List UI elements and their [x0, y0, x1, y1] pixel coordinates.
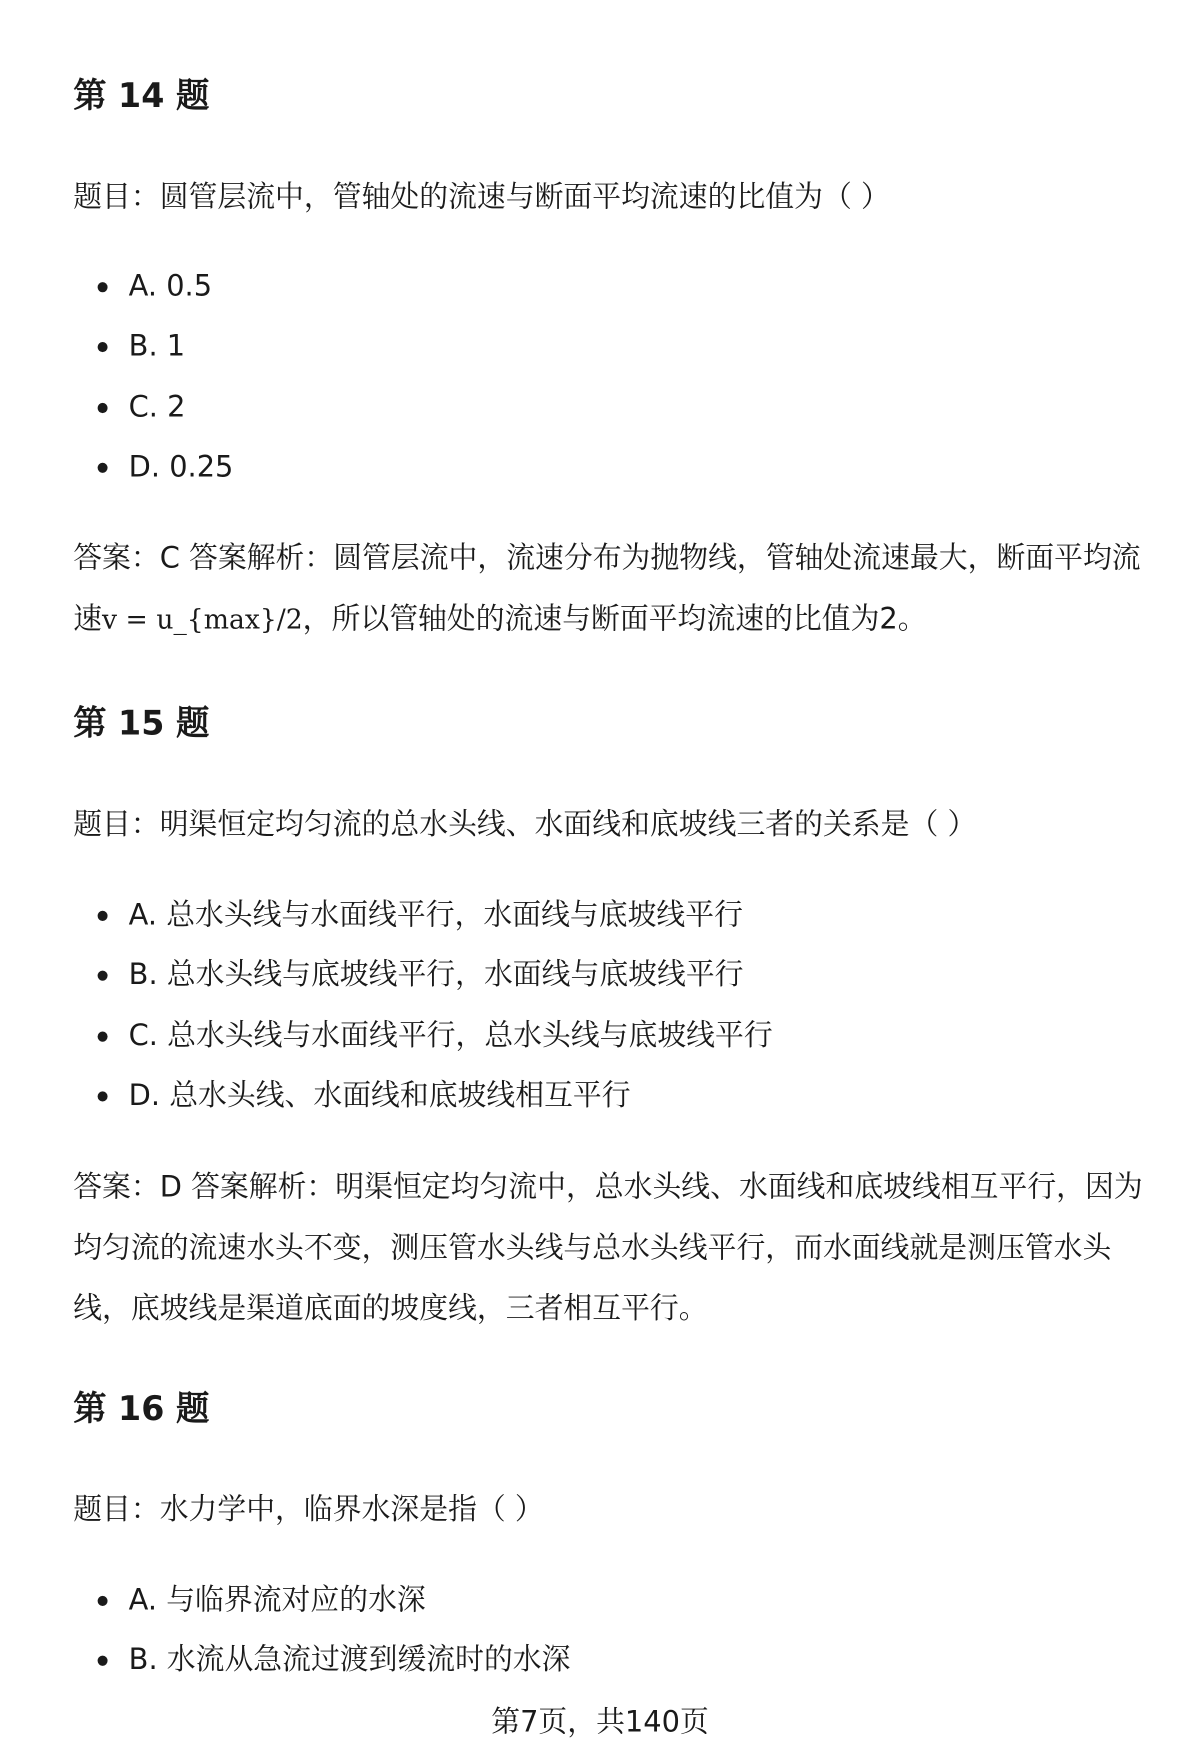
- question-14-option-b: B. 1: [129, 326, 185, 367]
- question-15-option-b: B. 总水头线与底坡线平行，水面线与底坡线平行: [129, 955, 744, 996]
- question-14-option-c: C. 2: [129, 387, 186, 428]
- question-16-stem: 题目：水力学中，临界水深是指（ ）: [73, 1493, 544, 1527]
- question-14-title: 第 14 题: [73, 76, 210, 117]
- question-14-option-a: A. 0.5: [129, 266, 212, 307]
- question-16-option-b: B. 水流从急流过渡到缓流时的水深: [129, 1640, 571, 1681]
- question-14-stem: 题目：圆管层流中，管轴处的流速与断面平均流速的比值为（ ）: [73, 180, 890, 215]
- answer-text: ，所以管轴处的流速与断面平均流速的比值为2。: [302, 602, 927, 637]
- question-15-title: 第 15 题: [73, 704, 210, 744]
- page-number-footer: 第7页，共140页: [491, 1705, 709, 1740]
- question-14-option-d: D. 0.25: [129, 447, 234, 488]
- question-16-title: 第 16 题: [73, 1389, 210, 1429]
- question-15-stem: 题目：明渠恒定均匀流的总水头线、水面线和底坡线三者的关系是（ ）: [73, 808, 977, 842]
- question-15-option-c: C. 总水头线与水面线平行，总水头线与底坡线平行: [129, 1016, 773, 1057]
- answer-text: 答案：C 答案解析：圆管层流中，流速分布为抛物线，管轴处流速最大，断面平均流速: [73, 541, 1141, 637]
- question-16-option-a: A. 与临界流对应的水深: [129, 1580, 426, 1621]
- question-15-option-a: A. 总水头线与水面线平行，水面线与底坡线平行: [129, 895, 743, 936]
- answer-formula: v = u_{max}/2: [102, 603, 303, 636]
- question-14-answer: [73, 528, 1149, 650]
- question-15-answer: 答案：D 答案解析：明渠恒定均匀流中，总水头线、水面线和底坡线相互平行，因为均匀流的流速水头不变，测压管水头线与总水头线平行，而水面线就是测压管水头线，底坡线是渠道底面的坡度线，三者相互平行。: [73, 1170, 1143, 1327]
- question-15-option-d: D. 总水头线、水面线和底坡线相互平行: [129, 1076, 631, 1117]
